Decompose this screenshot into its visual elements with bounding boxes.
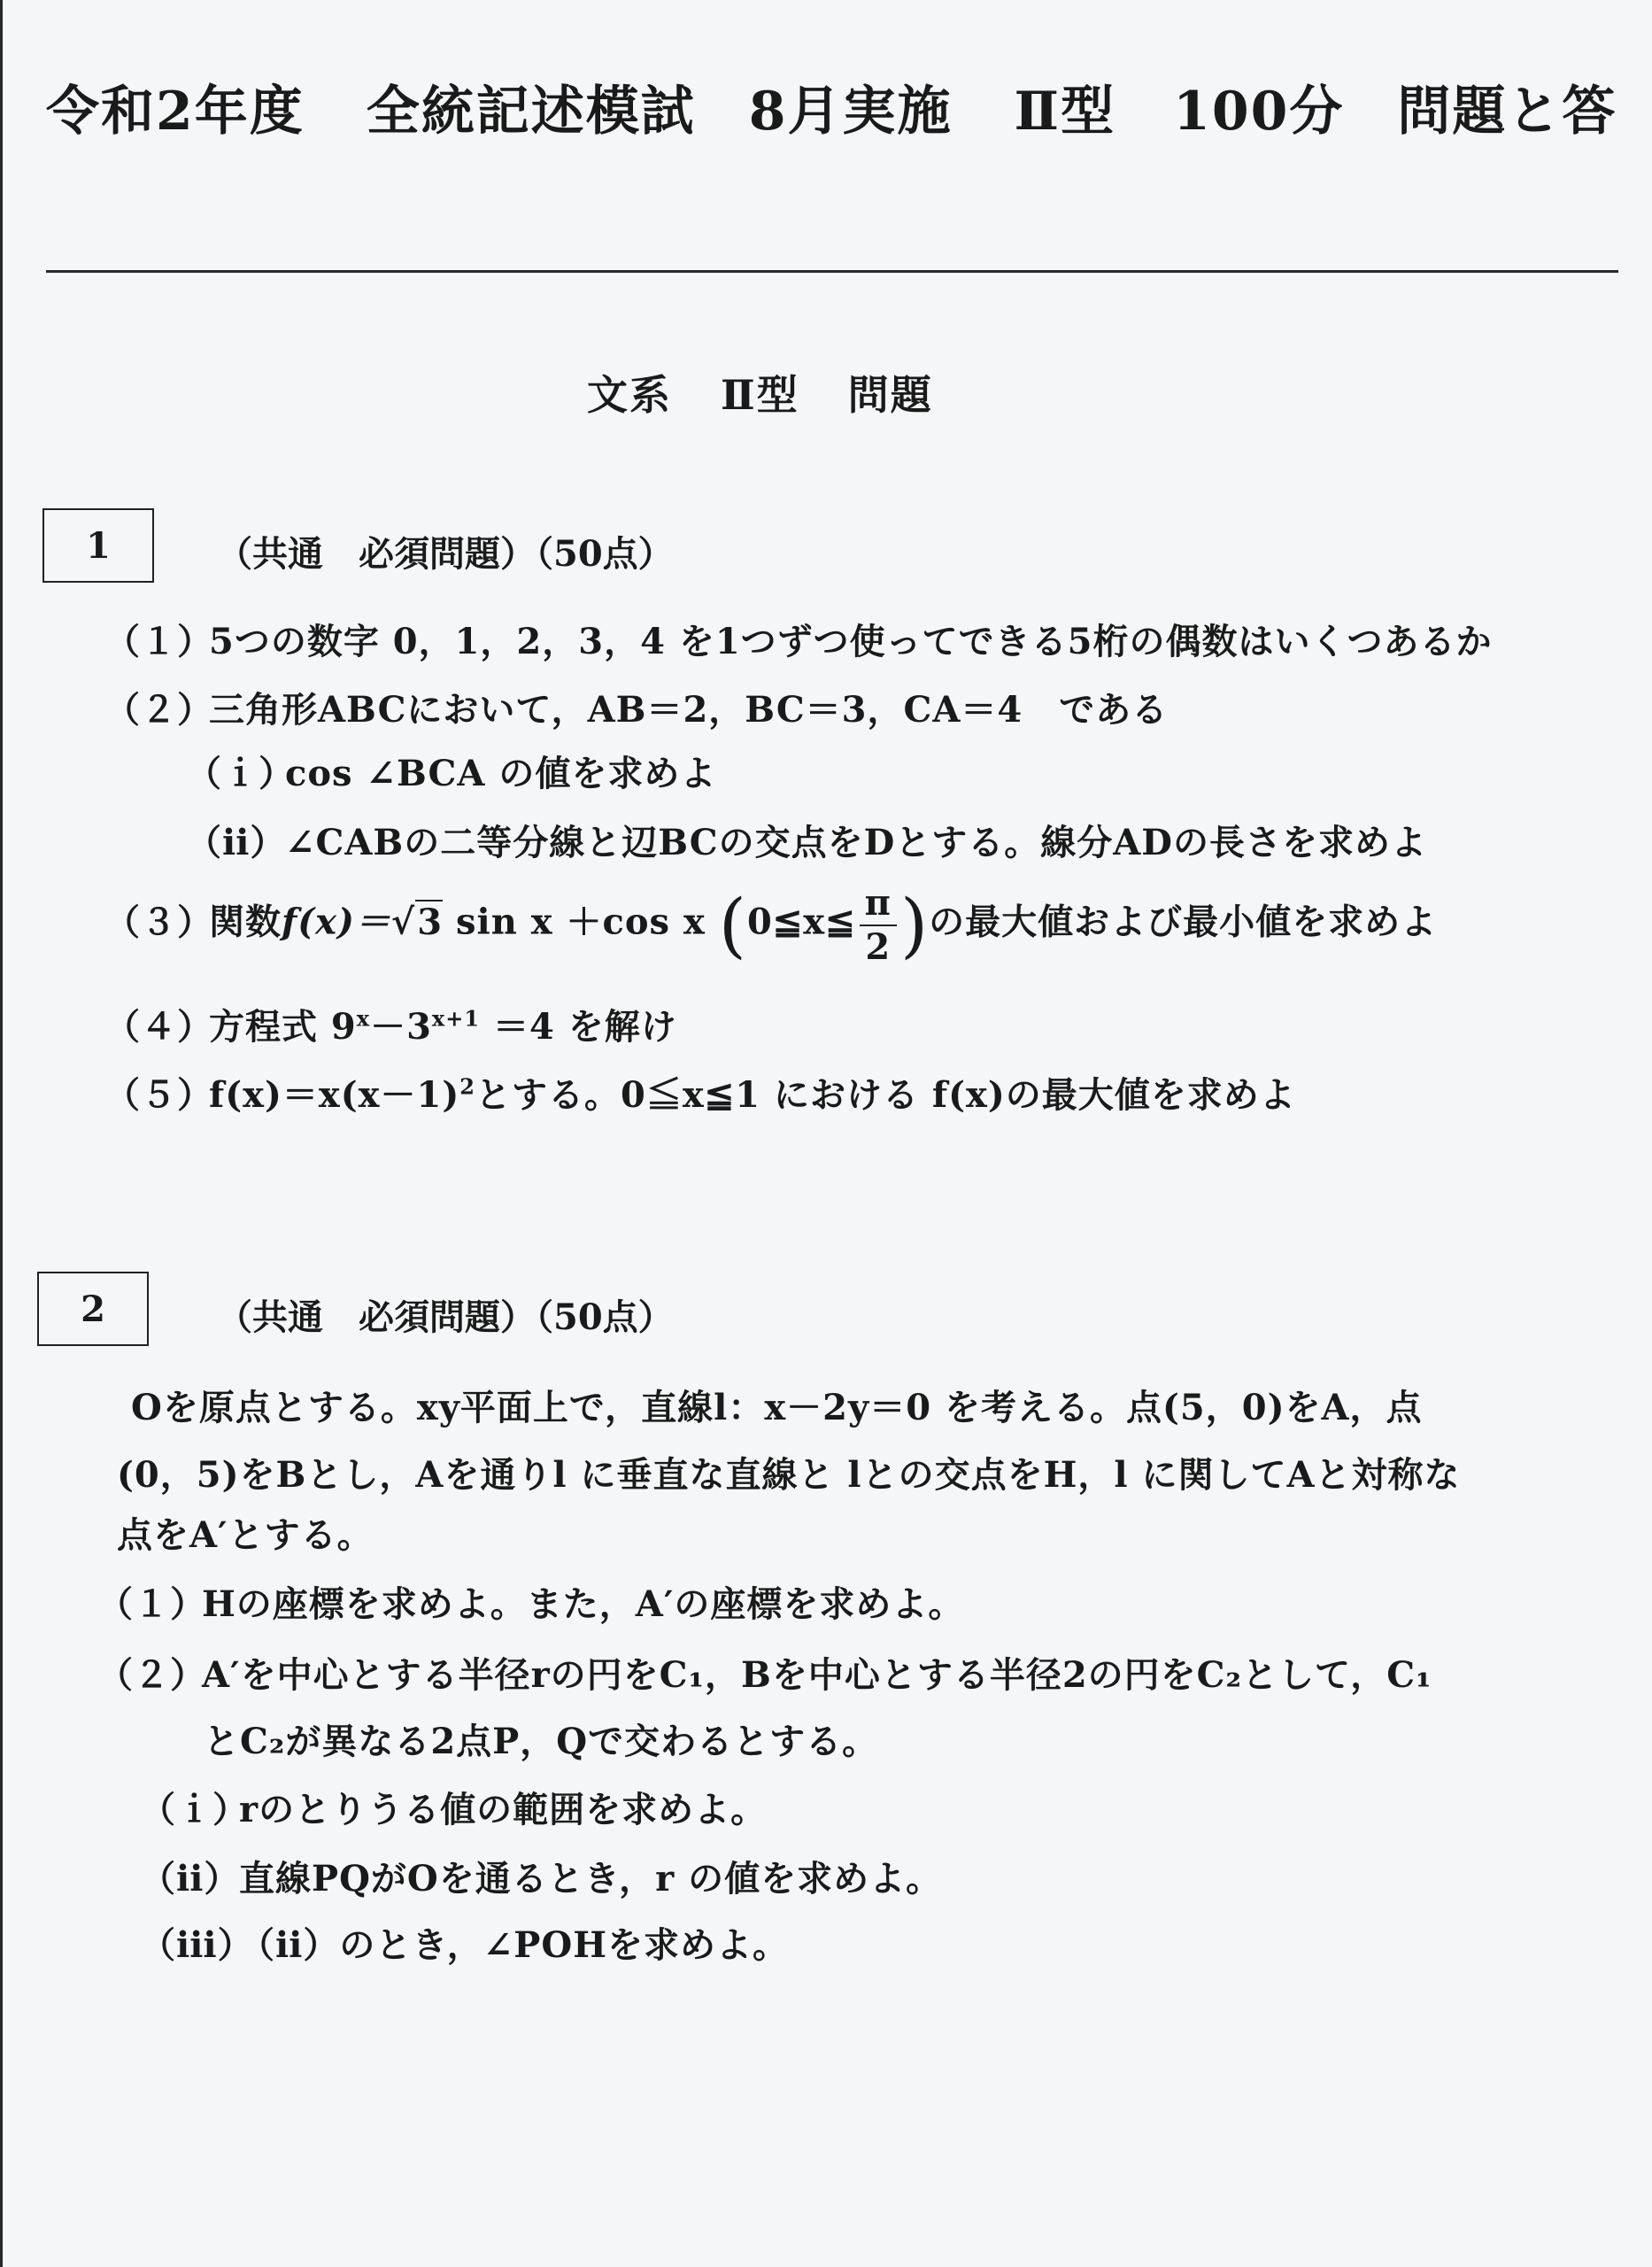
- subtitle-course: 文系: [587, 371, 672, 419]
- s1-q5-exp: 2: [459, 1073, 475, 1100]
- s1-q4-pre: 方程式 9: [209, 1006, 357, 1048]
- paren-close: ): [899, 884, 930, 966]
- page-subtitle: [587, 363, 933, 422]
- s2-q2i-text: rのとりうる値の範囲を求めよ。: [239, 1789, 768, 1830]
- s1-q2i-text: cos ∠BCA の値を求めよ: [285, 753, 717, 794]
- s2-q1-text: Hの座標を求めよ。また，A′の座標を求めよ。: [202, 1583, 965, 1625]
- page-left-edge: [0, 0, 3, 2267]
- s1-q3-root: 3: [417, 901, 444, 943]
- s1-q2ii-mark: （ⅱ）: [186, 822, 287, 863]
- s1-q2-text: 三角形ABCにおいて，AB＝2，BC＝3，CA＝4 である: [209, 689, 1169, 731]
- header-divider: [46, 270, 1618, 273]
- fraction-denominator: 2: [865, 925, 892, 968]
- s2-question-1: [97, 1576, 964, 1627]
- s2-question-2iii: [140, 1917, 789, 1968]
- pi-over-2-fraction: [860, 881, 897, 968]
- s1-q4-mid: －3: [370, 1006, 432, 1048]
- s1-q1-text: 5つの数字 0，1，2，3，4 を1つずつ使ってできる5桁の偶数はいくつあるか: [209, 621, 1493, 662]
- header-year: 令和2年度: [46, 81, 305, 143]
- paren-open: (: [718, 884, 747, 966]
- s2-body-line-3: 点をA′とする。: [117, 1514, 374, 1556]
- s1-q3-trig: sin x ＋cos x: [443, 901, 719, 943]
- s1-q4-exp1: x: [356, 1005, 371, 1032]
- sqrt-symbol: √: [390, 901, 416, 943]
- s1-q2i-mark: （ｉ）: [186, 753, 295, 794]
- header-type: Ⅱ型: [1014, 81, 1116, 143]
- section2-number-box: [37, 1272, 149, 1346]
- s1-q3-range: 0≦x≦: [746, 901, 856, 943]
- section2-number: 2: [81, 1288, 105, 1330]
- s1-q5-mark: （５）: [104, 1074, 213, 1116]
- s1-question-3: [104, 881, 1438, 968]
- s1-q2-mark: （２）: [104, 689, 213, 731]
- s2-q1-mark: （１）: [97, 1583, 206, 1625]
- s1-question-5: [104, 1067, 1296, 1118]
- section1-heading: （共通 必須問題）（50点）: [217, 533, 674, 575]
- s1-q1-mark: （１）: [104, 621, 213, 662]
- s1-q2ii-text: ∠CABの二等分線と辺BCの交点をDとする。線分ADの長さを求めよ: [285, 822, 1427, 863]
- subtitle-label: 問題: [847, 371, 933, 419]
- header-month: 8月実施: [748, 81, 953, 143]
- s2-question-2i: [140, 1782, 767, 1832]
- header-exam: 全統記述模試: [366, 81, 696, 143]
- section1-number-box: [42, 508, 154, 583]
- s2-q2-mark: （２）: [97, 1654, 206, 1696]
- s1-question-1: [104, 614, 1493, 664]
- section1-number: 1: [86, 524, 111, 567]
- section2-heading: （共通 必須問題）（50点）: [217, 1296, 674, 1338]
- s1-question-2i: [186, 746, 716, 796]
- s2-q2-text: A′を中心とする半径rの円をC₁，Bを中心とする半径2の円をC₂として，C₁: [202, 1654, 1432, 1696]
- s1-q3-mark: （３）: [104, 901, 213, 943]
- s1-question-2: [104, 682, 1168, 732]
- s2-q2i-mark: （ｉ）: [140, 1789, 249, 1830]
- s2-q2iii-mark: （ⅲ）: [140, 1924, 254, 1966]
- s2-q2ii-mark: （ⅱ）: [140, 1858, 241, 1899]
- s1-q4-mark: （４）: [104, 1006, 213, 1048]
- s2-q2iii-text: （ⅱ）のとき，∠POHを求めよ。: [239, 1924, 790, 1966]
- s1-q5-pre: f(x)＝x(x－1): [209, 1074, 460, 1116]
- s1-q5-post: とする。0≦x≦1 における f(x)の最大値を求めよ: [475, 1074, 1296, 1116]
- s1-question-2ii: [186, 815, 1427, 865]
- subtitle-type: Ⅱ型: [721, 371, 799, 419]
- header-time: 100分: [1173, 81, 1345, 143]
- s2-body-line-2: (0，5)をBとし，Aを通りl に垂直な直線と lとの交点をH，l に関してAと対称な: [117, 1454, 1461, 1496]
- s2-question-2-cont: とC₂が異なる2点P，Qで交わるとする。: [204, 1721, 879, 1762]
- s2-question-2: [97, 1647, 1432, 1698]
- s2-body-line-1: Oを原点とする。xy平面上で，直線l：x－2y＝0 を考える。点(5，0)をA，点: [131, 1387, 1423, 1428]
- header-doc: 問題と答: [1397, 81, 1617, 143]
- s1-q3-fx: f(x)＝: [282, 901, 391, 943]
- s1-q3-pre: 関数: [209, 901, 282, 943]
- fraction-numerator: π: [860, 886, 897, 926]
- document-header: [46, 69, 1617, 145]
- s2-q2ii-text: 直線PQがOを通るとき，r の値を求めよ。: [239, 1858, 943, 1899]
- s1-q3-post: の最大値および最小値を求めよ: [929, 901, 1438, 943]
- s1-question-4: [104, 999, 677, 1049]
- s1-q4-post: ＝4 を解け: [480, 1006, 677, 1048]
- s1-q4-exp2: x+1: [431, 1005, 481, 1032]
- s2-question-2ii: [140, 1851, 942, 1901]
